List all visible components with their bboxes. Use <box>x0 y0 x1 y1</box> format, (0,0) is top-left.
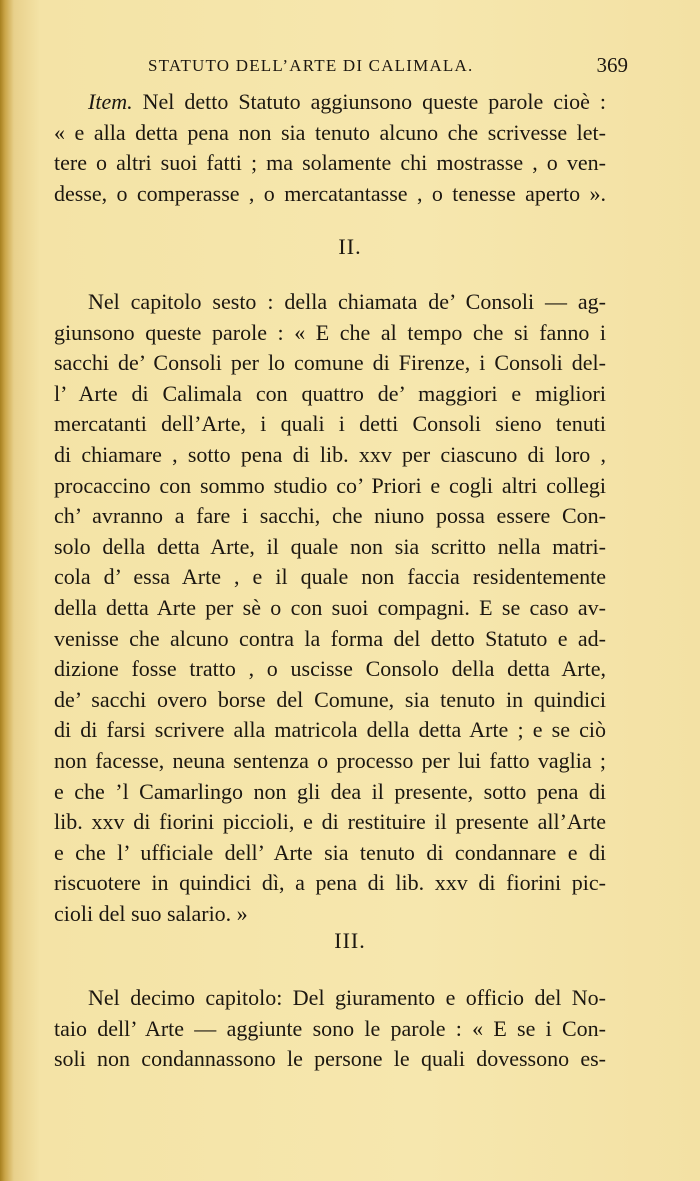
text-line: della detta Arte per sè o con suoi compagni. E se caso av- <box>54 594 606 620</box>
text-line: e che l’ ufficiale dell’ Arte sia tenuto di condannare e di <box>54 839 606 865</box>
paragraph-section-ii <box>54 287 606 929</box>
text-line: dizione fosse tratto , o uscisse Consolo della detta Arte, <box>54 656 606 682</box>
text-line: soli non condannassono le persone le quali dovessono es- <box>54 1046 606 1072</box>
text-line: taio dell’ Arte — aggiunte sono le parole : « E se i Con- <box>54 1015 606 1041</box>
text-line: di di farsi scrivere alla matricola della detta Arte ; e se ciò <box>54 717 606 743</box>
text-line: tere o altri suoi fatti ; ma solamente chi mostrasse , o ven- <box>54 150 606 176</box>
text-line: mercatanti dell’Arte, i quali i detti Consoli sieno tenuti <box>54 411 606 437</box>
paragraph-item <box>54 87 606 209</box>
text-line: venisse che alcuno contra la forma del detto Statuto e ad- <box>54 625 606 651</box>
text-line: de’ sacchi overo borse del Comune, sia tenuto in quindici <box>54 686 606 712</box>
text-line-rest: Nel detto Statuto aggiunsono queste parole cioè : <box>132 89 606 114</box>
text-line: Nel decimo capitolo: Del giuramento e officio del No- <box>88 985 606 1010</box>
text-line <box>54 87 606 118</box>
text-line: riscuotere in quindici dì, a pena di lib. xxv di fiorini pic- <box>54 870 606 896</box>
paragraph-section-iii <box>54 983 606 1075</box>
text-line: lib. xxv di fiorini piccioli, e di restituire il presente all’Arte <box>54 809 606 835</box>
text-line: cioli del suo salario. » <box>54 900 248 926</box>
text-line: solo della detta Arte, il quale non sia scritto nella matri- <box>54 533 606 559</box>
text-line: « e alla detta pena non sia tenuto alcuno che scrivesse let- <box>54 119 606 145</box>
item-lead-word: Item. <box>88 89 133 114</box>
text-line: di chiamare , sotto pena di lib. xxv per ciascuno di loro , <box>54 441 606 467</box>
text-line: procaccino con sommo studio co’ Priori e cogli altri collegi <box>54 472 606 498</box>
text-line: e che ’l Camarlingo non gli dea il presente, sotto pena di <box>54 778 606 804</box>
section-heading-ii: II. <box>338 234 362 259</box>
text-line: ch’ avranno a fare i sacchi, che niuno possa essere Con- <box>54 503 606 529</box>
text-line: cola d’ essa Arte , e il quale non faccia residentemente <box>54 564 606 590</box>
text-line: giunsono queste parole : « E che al tempo che si fanno i <box>54 319 606 345</box>
text-line: Nel capitolo sesto : della chiamata de’ Consoli — ag- <box>88 289 606 314</box>
running-title: STATUTO DELL’ARTE DI CALIMALA. <box>148 56 474 75</box>
text-line: non facesse, neuna sentenza o processo per lui fatto vaglia ; <box>54 747 606 773</box>
section-heading-iii: III. <box>334 928 366 953</box>
text-line: l’ Arte di Calimala con quattro de’ maggiori e migliori <box>54 380 606 406</box>
page-number: 369 <box>596 53 628 77</box>
text-line: desse, o comperasse , o mercatantasse , o tenesse aperto ». <box>54 180 606 206</box>
page-header <box>148 53 628 82</box>
text-line: sacchi de’ Consoli per lo comune di Firenze, i Consoli del- <box>54 350 606 376</box>
